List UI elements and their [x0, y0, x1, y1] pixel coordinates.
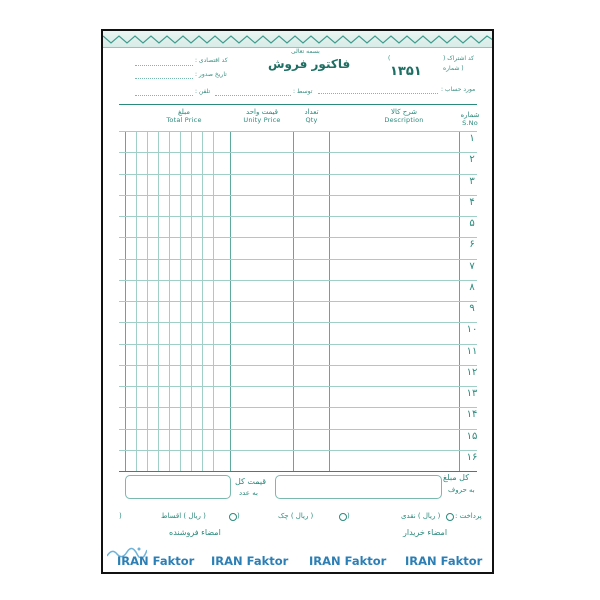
pardakht-label: پرداخت :	[455, 512, 482, 520]
kod-eghtesadi-field[interactable]	[135, 65, 193, 66]
row-number: ۷	[469, 260, 475, 272]
col-sharh-en: Description	[384, 116, 424, 124]
table-row-line	[119, 216, 477, 217]
telephone-label: تلفن :	[195, 88, 211, 95]
table-row-line	[119, 386, 477, 387]
check-label: ( ریال ) چک	[278, 512, 314, 520]
row-number: ۸	[469, 281, 475, 293]
table-row-line	[119, 301, 477, 302]
col-tedad-fa: تعداد	[304, 108, 319, 116]
col-mablagh-en: Total Price	[166, 116, 202, 124]
table-row-line	[119, 344, 477, 345]
col-header-shomare	[459, 111, 481, 127]
col-tedad-en: Qty	[305, 116, 318, 124]
col-header-mablagh	[139, 108, 229, 124]
be-adad-label: به عدد	[239, 489, 258, 497]
table-row-line	[119, 174, 477, 175]
col-sharh-fa: شرح کالا	[391, 108, 417, 116]
mored-hesab-label: مورد حساب :	[441, 86, 476, 93]
naghd-paren: (	[347, 512, 350, 520]
zigzag-ornament	[103, 33, 493, 46]
tavasot-field[interactable]	[215, 95, 291, 96]
check-radio[interactable]	[339, 513, 347, 521]
table-row-line	[119, 237, 477, 238]
page-title: فاکتور فروش	[268, 57, 351, 71]
forooshande-signature-label: امضاء فروشنده	[169, 528, 221, 537]
col-gheymat-en: Unity Price	[243, 116, 281, 124]
check-paren: (	[237, 512, 240, 520]
col-header-tedad	[294, 108, 329, 124]
table-row-line	[119, 152, 477, 153]
footer-brand-strip	[103, 548, 492, 572]
row-number: ۱۴	[466, 409, 478, 421]
table-row-line	[119, 322, 477, 323]
brand-text: IRAN Faktor	[211, 554, 289, 568]
table-row-line	[119, 429, 477, 430]
kod-eshterak-label: کد اشتراک (	[443, 55, 475, 62]
shomare-label: ( شماره	[443, 65, 464, 72]
brand-text: IRAN Faktor	[309, 554, 387, 568]
table-row-line	[119, 407, 477, 408]
tarikh-field[interactable]	[135, 78, 193, 79]
row-number: ۳	[469, 175, 475, 187]
table-row-line	[119, 450, 477, 451]
row-number: ۱۱	[466, 345, 478, 357]
mored-hesab-field[interactable]	[318, 93, 438, 94]
table-row-line	[119, 195, 477, 196]
naghd-label: ( ریال ) نقدی	[401, 512, 441, 520]
col-shomare-en: S.No	[462, 119, 478, 127]
row-number: ۲	[469, 154, 475, 166]
row-number: ۱۰	[466, 324, 478, 336]
col-header-gheymat	[231, 108, 293, 124]
total-in-numbers-box[interactable]	[125, 475, 231, 499]
row-number: ۶	[469, 239, 475, 251]
invoice-number: ۱۳۵۱	[390, 64, 422, 79]
kharidar-signature-label: امضاء خریدار	[403, 528, 448, 537]
row-number: ۱۳	[466, 388, 478, 399]
subtitle: بسمه تعالی	[291, 48, 320, 55]
gheymat-kol-label: قیمت کل	[235, 477, 267, 486]
table-row-line	[119, 365, 477, 366]
row-number: ۴	[469, 196, 475, 208]
row-number: ۱۲	[466, 366, 478, 378]
tavasot-label: توسط :	[293, 88, 313, 95]
be-horoof-label: به حروف	[448, 486, 475, 494]
telephone-field[interactable]	[135, 95, 193, 96]
row-number: ۱	[469, 133, 475, 144]
aghsat-radio[interactable]	[229, 513, 237, 521]
decorative-border	[103, 31, 492, 48]
kol-mablagh-label: کل مبلغ	[443, 473, 470, 482]
row-number: ۹	[469, 303, 475, 314]
table-row-line	[119, 280, 477, 281]
items-table	[119, 104, 480, 472]
col-mablagh-fa: مبلغ	[178, 108, 190, 116]
naghd-radio[interactable]	[446, 513, 454, 521]
kod-eghtesadi-label: کد اقتصادی :	[195, 57, 228, 64]
aghsat-label: ( ریال ) اقساط	[161, 512, 206, 520]
col-gheymat-fa: قیمت واحد	[246, 108, 278, 116]
table-row-line	[119, 131, 477, 132]
col-shomare-fa: شماره	[460, 111, 480, 119]
brand-text: IRAN Faktor	[405, 554, 483, 568]
close-paren: )	[388, 55, 391, 62]
row-number: ۱۶	[466, 451, 478, 463]
row-number: ۱۵	[466, 430, 478, 442]
row-number: ۵	[469, 218, 475, 229]
brand-text: IRAN Faktor	[117, 554, 195, 568]
total-in-words-box[interactable]	[275, 475, 442, 499]
tarikh-label: تاریخ صدور :	[195, 71, 227, 78]
invoice-form	[101, 29, 494, 574]
col-header-sharh	[349, 108, 459, 124]
table-row-line	[119, 259, 477, 260]
aghsat-paren: (	[119, 512, 122, 520]
